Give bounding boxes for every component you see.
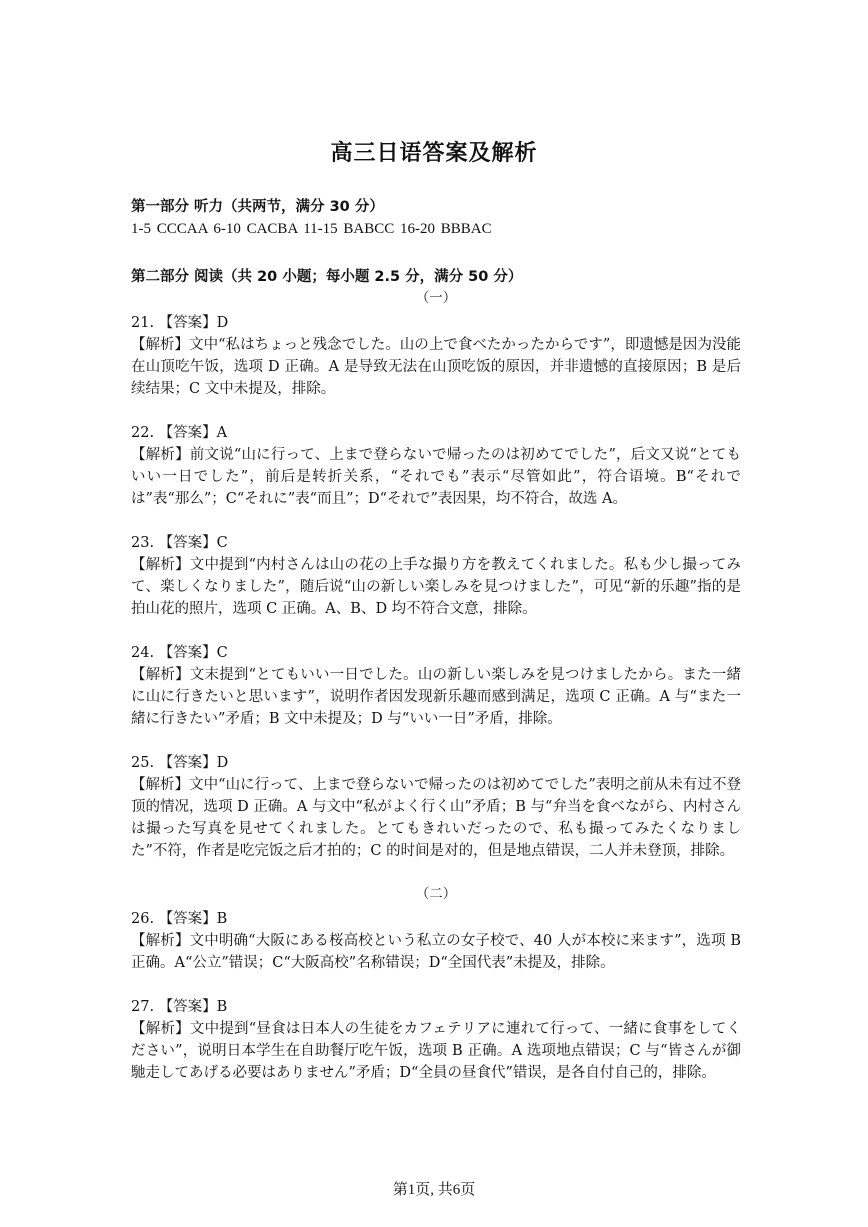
question-item-27: [131, 996, 741, 1084]
analysis-text: 【解析】文中“山に行って、上まで登らないで帰ったのは初めてでした”表明之前从未有过不登顶的情况，选项 D 正确。A 与文中“私がよく行く山”矛盾；B 与“弁当を食べながら、内村さんは撮った写真を見せてくれました。とてもきれいだったので、私も撮ってみたくなりました”不符，作者是吃完饭之后才拍的；C 的时间是对的，但是地点错误，二人并未登顶，排除。: [131, 777, 741, 859]
answer-line: 27. 【答案】B: [131, 999, 228, 1015]
answer-line: 22. 【答案】A: [131, 425, 228, 441]
page-footer: 第1页, 共6页: [392, 1182, 476, 1198]
answer-line: 23. 【答案】C: [131, 535, 228, 551]
question-item-24: [131, 642, 741, 730]
part1-heading: 第一部分 听力（共两节，满分 30 分）: [131, 199, 384, 215]
question-item-26: [131, 908, 741, 974]
question-item-21: [131, 312, 741, 400]
document-body: [131, 196, 741, 1106]
analysis-text: 【解析】文中提到“内村さんは山の花の上手な撮り方を教えてくれました。私も少し撮ってみて、楽しくなりました”，随后说“山の新しい楽しみを見つけました”，可见“新的乐趣”指的是拍山花的照片，选项 C 正确。A、B、D 均不符合文意，排除。: [131, 557, 741, 617]
analysis-text: 【解析】文末提到“とてもいい一日でした。山の新しい楽しみを見つけましたから。また一緒に山に行きたいと思います”，说明作者因发现新乐趣而感到满足，选项 C 正确。A 与“また一緒に行きたい”矛盾；B 文中未提及；D 与“いい一日”矛盾，排除。: [131, 667, 741, 727]
question-item-22: [131, 422, 741, 510]
page-title: 高三日语答案及解析: [330, 141, 538, 166]
answer-line: 26. 【答案】B: [131, 911, 228, 927]
part1-answers: 1-5 CCCAA 6-10 CACBA 11-15 BABCC 16-20 BBBAC: [131, 221, 492, 237]
analysis-text: 【解析】前文说“山に行って、上まで登らないで帰ったのは初めてでした”，后文又说“とてもいい一日でした”，前后是转折关系，“それでも”表示“尽管如此”，符合语境。B“それでは”表“那么”；C“それに”表“而且”；D“それで”表因果，均不符合，故选 A。: [131, 447, 741, 507]
analysis-text: 【解析】文中“私はちょっと残念でした。山の上で食べたかったからです”，即遗憾是因为没能在山顶吃午饭，选项 D 正确。A 是导致无法在山顶吃饭的原因，并非遗憾的直接原因；B 是后续结果；C 文中未提及，排除。: [131, 337, 741, 397]
answer-line: 25. 【答案】D: [131, 755, 229, 771]
section-label-2: （二）: [415, 886, 457, 902]
analysis-text: 【解析】文中提到“昼食は日本人の生徒をカフェテリアに連れて行って、一緒に食事をしてください”，说明日本学生在自助餐厅吃午饭，选项 B 正确。A 选项地点错误；C 与“皆さんが御馳走してあげる必要はありません”矛盾；D“全員の昼食代”错误，是各自付自己的，排除。: [131, 1021, 741, 1081]
question-item-23: [131, 532, 741, 620]
analysis-text: 【解析】文中明确“大阪にある桜高校という私立の女子校で、40 人が本校に来ます”，选项 B 正确。A“公立”错误；C“大阪高校”名称错误；D“全国代表”未提及，排除。: [131, 933, 741, 971]
answer-line: 21. 【答案】D: [131, 315, 229, 331]
section-label-1: （一）: [415, 290, 457, 306]
answer-line: 24. 【答案】C: [131, 645, 228, 661]
question-item-25: [131, 752, 741, 862]
part2-heading: 第二部分 阅读（共 20 小题；每小题 2.5 分，满分 50 分）: [131, 269, 523, 285]
